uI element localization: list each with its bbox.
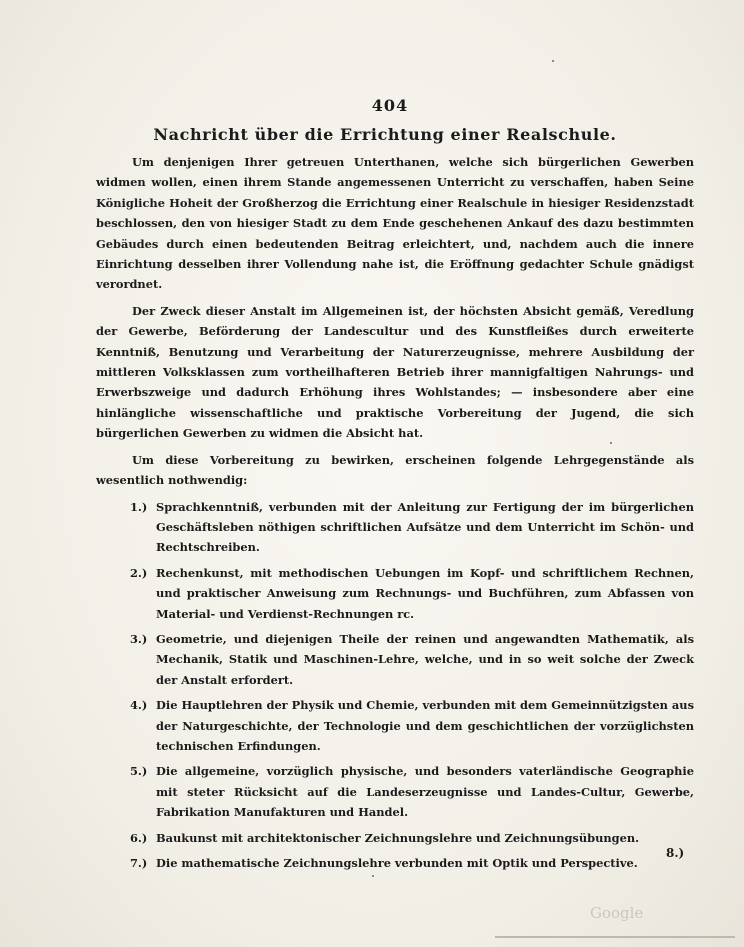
list-item-number: 1.) [130,499,148,514]
list-item [96,563,694,624]
catchword: 8.) [666,846,685,860]
list-item-number: 2.) [130,565,148,580]
list-item [96,629,694,690]
list-item-text: Die mathematische Zeichnungslehre verbunden mit Optik und Perspective. [156,856,638,870]
list-item-number: 6.) [130,830,148,845]
list-item-text: Rechenkunst, mit methodischen Uebungen im Kopf- und schriftlichem Rechnen, und praktischer Anweisung zum Rechnungs- und Buchführen, zum Abfassen von Material- und Verdienst-Rechnungen rc. [156,565,694,621]
list-item-number: 4.) [130,698,148,713]
list-item-text: Baukunst mit architektonischer Zeichnungslehre und Zeichnungsübungen. [156,830,640,845]
list-item-text: Die Hauptlehren der Physik und Chemie, verbunden mit dem Gemeinnützigsten aus der Naturgeschichte, der Technologie und dem geschichtlichen der vorzüglichsten technischen Erfindungen. [156,698,694,753]
list-item [96,853,694,873]
list-item [96,761,694,822]
list-item [96,695,694,756]
list-item-text: Sprachkenntniß, verbunden mit der Anleitung zur Fertigung der im bürgerlichen Geschäftsleben nöthigen schriftlichen Aufsätze und dem Unterricht im Schön- und Rechtschreiben. [156,499,694,555]
list-item-number: 7.) [130,856,148,870]
page-number: 404 [371,96,409,115]
document-body [96,152,694,878]
paragraph-intro: Um denjenigen Ihrer getreuen Unterthanen, welche sich bürgerlichen Gewerben widmen wollen, einen ihrem Stande angemessenen Unterricht zu verschaffen, haben Seine Königliche Hoheit der Großherzog die Errichtung einer Realschule in hiesiger Residenzstadt beschlossen, den von hiesiger Stadt zu dem Ende geschehenen Ankauf des dazu bestimmten Gebäudes durch einen bedeutenden Beitrag erleichtert, und, nachdem auch die innere Einrichtung desselben ihrer Vollendung nahe ist, die Eröffnung gedachter Schule gnädigst verordnet. [96,155,694,292]
list-item [96,497,694,558]
scan-edge-rule [495,936,735,938]
list-item-number: 5.) [130,764,148,779]
list-item-text: Die allgemeine, vorzüglich physische, und besonders vaterländische Geographie mit steter Rücksicht auf die Landeserzeugnisse und Landes-Cultur, Gewerbe, Fabrikation Manufakturen und Handel. [156,764,694,820]
watermark: Google [590,904,644,922]
paragraph-subjects-lead: Um diese Vorbereitung zu bewirken, erscheinen folgende Lehrgegenstände als wesentlich nothwendig: [96,452,694,488]
list-item-number: 3.) [130,631,148,646]
scan-speck [610,442,612,444]
paragraph-purpose: Der Zweck dieser Anstalt im Allgemeinen ist, der höchsten Absicht gemäß, Veredlung der Gewerbe, Beförderung der Landescultur und des Kunstfleißes durch erweiterte Kenntniß, Benutzung und Verarbeitung der Naturerzeugnisse, mehrere Ausbildung der mittleren Volksklassen zum vortheilhafteren Betrieb ihrer mannigfaltigen Nahrungs- und Erwerbszweige und dadurch Erhöhung ihres Wohlstandes; — insbesondere aber eine hinlängliche wissenschaftliche und praktische Vorbereitung der Jugend, die sich bürgerlichen Gewerben zu widmen die Absicht hat. [96,303,694,441]
list-item-text: Geometrie, und diejenigen Theile der reinen und angewandten Mathematik, als Mechanik, Statik und Maschinen-Lehre, welche, und in so weit solche der Zweck der Anstalt erfordert. [156,631,694,687]
subject-list [96,497,694,874]
scan-speck [372,875,374,877]
page-title: Nachricht über die Errichtung einer Realschule. [153,125,617,144]
scan-speck [552,60,554,62]
list-item [96,828,694,848]
